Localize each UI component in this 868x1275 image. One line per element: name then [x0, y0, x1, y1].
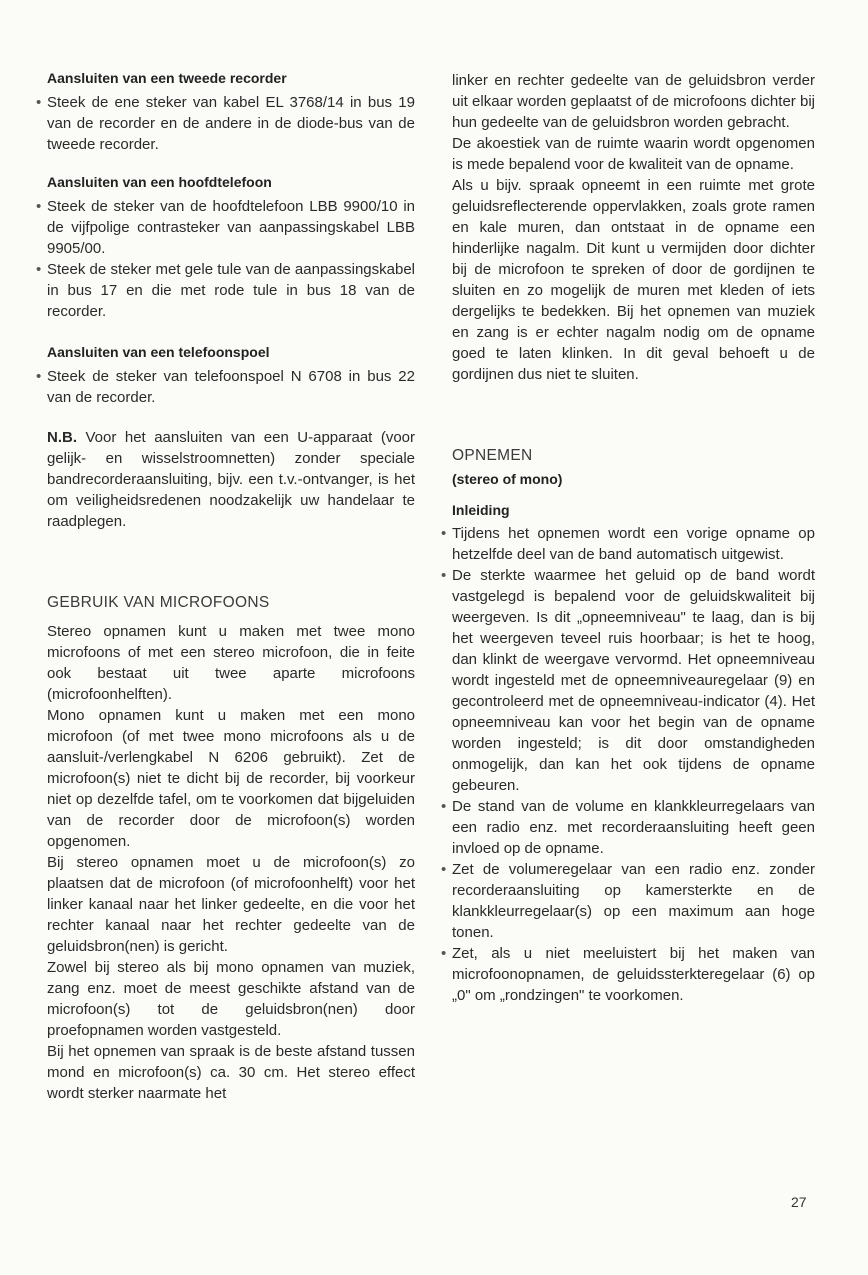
bullet-icon: • — [441, 525, 447, 542]
list-item — [441, 859, 815, 943]
nb-text: Voor het aansluiten van een U-apparaat (voor gelijk- en wisselstroomnetten) zonder speciale bandrecorderaansluiting, bijv. een t.v.-ontvanger, is het om veiligheidsredenen noodzakelijk uw handelaar te raadplegen. — [47, 429, 415, 530]
bullet-icon: • — [441, 945, 447, 962]
list-headphones — [36, 196, 415, 322]
bullet-icon: • — [36, 261, 42, 278]
right-column — [441, 0, 815, 1006]
list-item-text: Steek de steker met gele tule van de aanpassingskabel in bus 17 en die met rode tule in bus 18 van de recorder. — [47, 261, 415, 320]
nb-note — [47, 427, 415, 532]
list-item-text: Steek de ene steker van kabel EL 3768/14 in bus 19 van de recorder en de andere in de diode-bus van de tweede recorder. — [47, 94, 415, 153]
heading-recording: OPNEMEN — [452, 447, 533, 464]
list-item — [441, 796, 815, 859]
left-column — [36, 0, 415, 1104]
paragraph: linker en rechter gedeelte van de geluidsbron verder uit elkaar worden geplaatst of de microfoons dichter bij hun gedeelte van de geluidsbron worden gebracht. — [452, 72, 815, 131]
subheading-stereo-mono: (stereo of mono) — [452, 471, 563, 487]
paragraph: Als u bijv. spraak opneemt in een ruimte met grote geluidsreflecterende oppervlakken, zoals grote ramen en kale muren, dan ontstaat in de opname een hinderlijke nagalm. Dit kunt u vermijden door dichter bij de microfoon te spreken of door de gordijnen te sluiten en zo mogelijk de muren met kleden of iets dergelijks te bedekken. Bij het opnemen van muziek en zang is er echter nagalm nodig om de opname goed te laten klinken. In dit geval behoeft u de gordijnen dus niet te sluiten. — [452, 177, 815, 383]
bullet-icon: • — [441, 861, 447, 878]
list-item — [36, 259, 415, 322]
list-item — [441, 565, 815, 796]
list-item-text: Zet de volumeregelaar van een radio enz. zonder recorderaansluiting op kamersterkte en de klankkleurregelaar(s) op een maximum aan hoge tonen. — [452, 861, 815, 941]
list-item — [36, 196, 415, 259]
list-item-text: Steek de steker van telefoonspoel N 6708 in bus 22 van de recorder. — [47, 368, 415, 406]
heading-headphones: Aansluiten van een hoofdtelefoon — [47, 174, 272, 190]
paragraph: Stereo opnamen kunt u maken met twee mono microfoons of met een stereo microfoon, die in feite ook bestaat uit twee aparte microfoons (microfoonhelften). — [47, 623, 415, 703]
heading-introduction: Inleiding — [452, 502, 510, 518]
paragraph: Bij stereo opnamen moet u de microfoon(s) zo plaatsen dat de microfoon (of microfoonhelft) voor het linker kanaal naar het linker gedeelte, en die voor het rechter kanaal naar het rechter gedeelte van de geluidsbron(nen) is gericht. — [47, 854, 415, 955]
list-item-text: De sterkte waarmee het geluid op de band wordt vastgelegd is bepalend voor de geluidskwaliteit bij weergeven. Is dit „opneemniveau" te laag, dan is bij het weergeven teveel ruis hoorbaar; is het te hoog, dan klinkt de weergave vervormd. Het opneemniveau wordt ingesteld met de opneemniveauregelaar (9) en gecontroleerd met de opneemniveau-indicator (4). Het opneemniveau kan voor het begin van de opname worden ingesteld; is dit door omstandigheden onmogelijk, dan kan het ook tijdens de opname gebeuren. — [452, 567, 815, 794]
paragraph: Mono opnamen kunt u maken met een mono microfoon (of met twee mono microfoons als u de aansluit-/verlengkabel N 6206 gebruikt). Zet de microfoon(s) niet te dicht bij de recorder, bij voorkeur niet op dezelfde tafel, om te voorkomen dat bijgeluiden van de recorder door de microfoon(s) worden opgenomen. — [47, 707, 415, 850]
list-telephone-coil — [36, 366, 415, 408]
heading-microphones: GEBRUIK VAN MICROFOONS — [47, 594, 270, 611]
paragraph: De akoestiek van de ruimte waarin wordt opgenomen is mede bepalend voor de kwaliteit van de opname. — [452, 135, 815, 173]
bullet-icon: • — [36, 368, 42, 385]
list-second-recorder — [36, 92, 415, 155]
heading-telephone-coil: Aansluiten van een telefoonspoel — [47, 344, 270, 360]
heading-second-recorder: Aansluiten van een tweede recorder — [47, 70, 287, 86]
list-item-text: De stand van de volume en klankkleurregelaars van een radio enz. met recorderaansluiting heeft geen invloed op de opname. — [452, 798, 815, 857]
bullet-icon: • — [441, 567, 447, 584]
list-item — [36, 366, 415, 408]
nb-label: N.B. — [47, 429, 77, 446]
bullet-icon: • — [441, 798, 447, 815]
list-item-text: Steek de steker van de hoofdtelefoon LBB 9900/10 in de vijfpolige contrasteker van aanpassingskabel LBB 9905/00. — [47, 198, 415, 257]
list-item — [36, 92, 415, 155]
page-number: 27 — [791, 1194, 807, 1210]
list-recording — [441, 523, 815, 1006]
paragraph: Bij het opnemen van spraak is de beste afstand tussen mond en microfoon(s) ca. 30 cm. Het stereo effect wordt sterker naarmate het — [47, 1043, 415, 1102]
bullet-icon: • — [36, 94, 42, 111]
paragraph: Zowel bij stereo als bij mono opnamen van muziek, zang enz. moet de meest geschikte afstand van de microfoon(s) tot de geluidsbron(nen) door proefopnamen worden vastgesteld. — [47, 959, 415, 1039]
list-item — [441, 523, 815, 565]
list-item-text: Tijdens het opnemen wordt een vorige opname op hetzelfde deel van de band automatisch uitgewist. — [452, 525, 815, 563]
list-item — [441, 943, 815, 1006]
list-item-text: Zet, als u niet meeluistert bij het maken van microfoonopnamen, de geluidssterkteregelaar (6) op „0" om „rondzingen" te voorkomen. — [452, 945, 815, 1004]
bullet-icon: • — [36, 198, 42, 215]
